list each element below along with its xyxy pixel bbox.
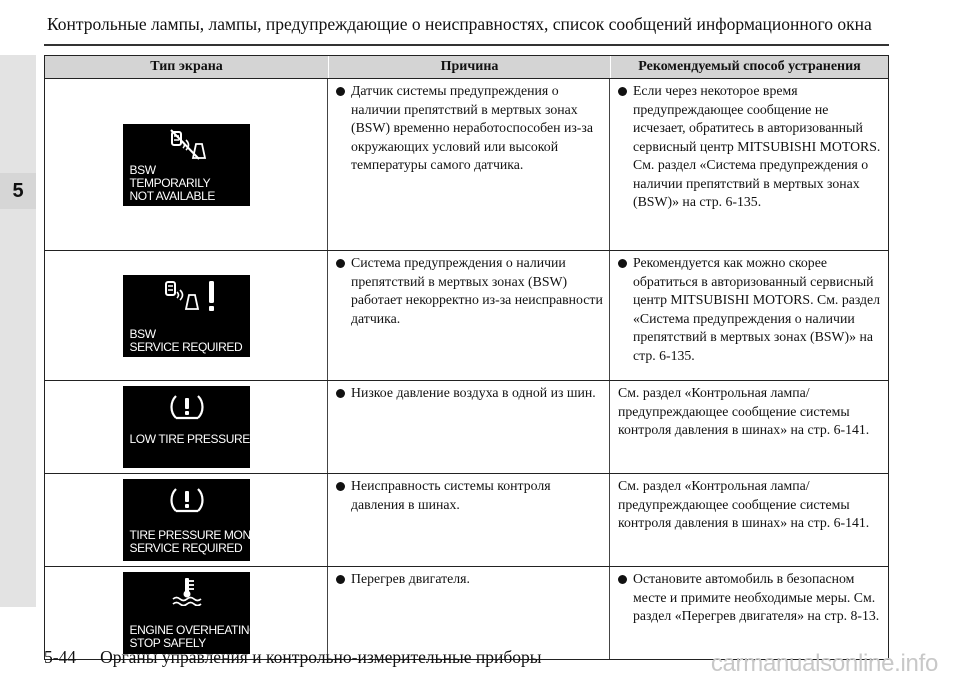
tire-pressure-icon: [169, 392, 205, 422]
cause-cell: Неисправность системы контроля давления в шинах.: [328, 474, 610, 566]
screen-cell: [45, 567, 328, 659]
remedy-cell: См. раздел «Контрольная лампа/предупреждающее сообщение системы контроля давления в шинах» на стр. 6-141.: [618, 385, 870, 437]
page-header-title: Контрольные лампы, лампы, предупреждающие о неисправностях, список сообщений информационного окна: [47, 14, 872, 34]
remedy-cell: Если через некоторое время предупреждающее сообщение не исчезает, обратитесь в авторизованный сервисный центр MITSUBISHI MOTORS. См. раздел «Система предупреждения о наличии препятствий в мертвых зонах (BSW)» на стр. 6-135.: [610, 79, 888, 250]
display-screen: [123, 479, 278, 561]
coolant-temperature-icon: [170, 576, 204, 606]
page-footer: [44, 647, 542, 668]
watermark: carmanualsonline.info: [710, 650, 938, 677]
table-header: [45, 56, 888, 79]
screen-message: BSW TEMPORARILY NOT AVAILABLE: [129, 162, 216, 203]
table-row: [45, 473, 888, 566]
section-title: Органы управления и контрольно-измерительные приборы: [100, 647, 542, 667]
display-screen: [123, 275, 250, 357]
cause-cell: Датчик системы предупреждения о наличии препятствий в мертвых зонах (BSW) временно неработоспособен из-за окружающих условий или высокой температуры самого датчика.: [328, 79, 610, 250]
table-row: [45, 380, 888, 473]
screen-message: TIRE PRESSURE MONITOR SERVICE REQUIRED: [129, 528, 278, 555]
display-screen: [123, 386, 250, 468]
cause-cell: Низкое давление воздуха в одной из шин.: [328, 381, 610, 473]
remedy-cell: Рекомендуется как можно скорее обратиться в авторизованный сервисный центр MITSUBISHI MOTORS. См. раздел «Система предупреждения о наличии препятствий в мертвых зонах (BSW)» на стр. 6-135.: [610, 251, 888, 380]
bullet-icon: [618, 259, 627, 268]
bullet-icon: [336, 259, 345, 268]
bullet-icon: [336, 389, 345, 398]
chapter-number: 5: [0, 173, 36, 209]
header-rule: [44, 44, 889, 46]
remedy-cell: Остановите автомобиль в безопасном месте и примите необходимые меры. См. раздел «Перегрев двигателя» на стр. 8-13.: [610, 567, 888, 659]
table-row: [45, 250, 888, 380]
cause-cell: Перегрев двигателя.: [328, 567, 610, 659]
screen-message: BSW SERVICE REQUIRED: [129, 326, 243, 354]
screen-cell: [45, 79, 328, 250]
column-header-remedy: Рекомендуемый способ устранения: [610, 56, 888, 78]
bullet-icon: [336, 575, 345, 584]
bsw-crossed-sensor-icon: [167, 128, 211, 162]
messages-table: [44, 55, 889, 660]
cause-cell: Система предупреждения о наличии препятствий в мертвых зонах (BSW) работает некорректно из-за неисправности датчика.: [328, 251, 610, 380]
bullet-icon: [336, 87, 345, 96]
page-number: 5-44: [44, 647, 77, 667]
column-header-screen-type: Тип экрана: [150, 59, 223, 74]
screen-cell: [45, 381, 328, 473]
screen-cell: [45, 474, 328, 566]
tire-pressure-icon: [169, 485, 205, 515]
remedy-cell: См. раздел «Контрольная лампа/предупреждающее сообщение системы контроля давления в шинах» на стр. 6-141.: [618, 478, 870, 530]
bullet-icon: [336, 482, 345, 491]
chapter-side-tab: [0, 55, 36, 607]
table-row: [45, 566, 888, 659]
display-screen: [123, 124, 250, 206]
screen-message: ENGINE OVERHEATING STOP SAFELY: [129, 623, 259, 650]
screen-cell: [45, 251, 328, 380]
bullet-icon: [618, 87, 627, 96]
screen-message: LOW TIRE PRESSURE: [129, 432, 250, 446]
bsw-warning-icon: [163, 279, 223, 313]
column-header-cause: Причина: [328, 56, 610, 78]
table-row: [45, 79, 888, 250]
bullet-icon: [618, 575, 627, 584]
display-screen: [123, 572, 259, 654]
